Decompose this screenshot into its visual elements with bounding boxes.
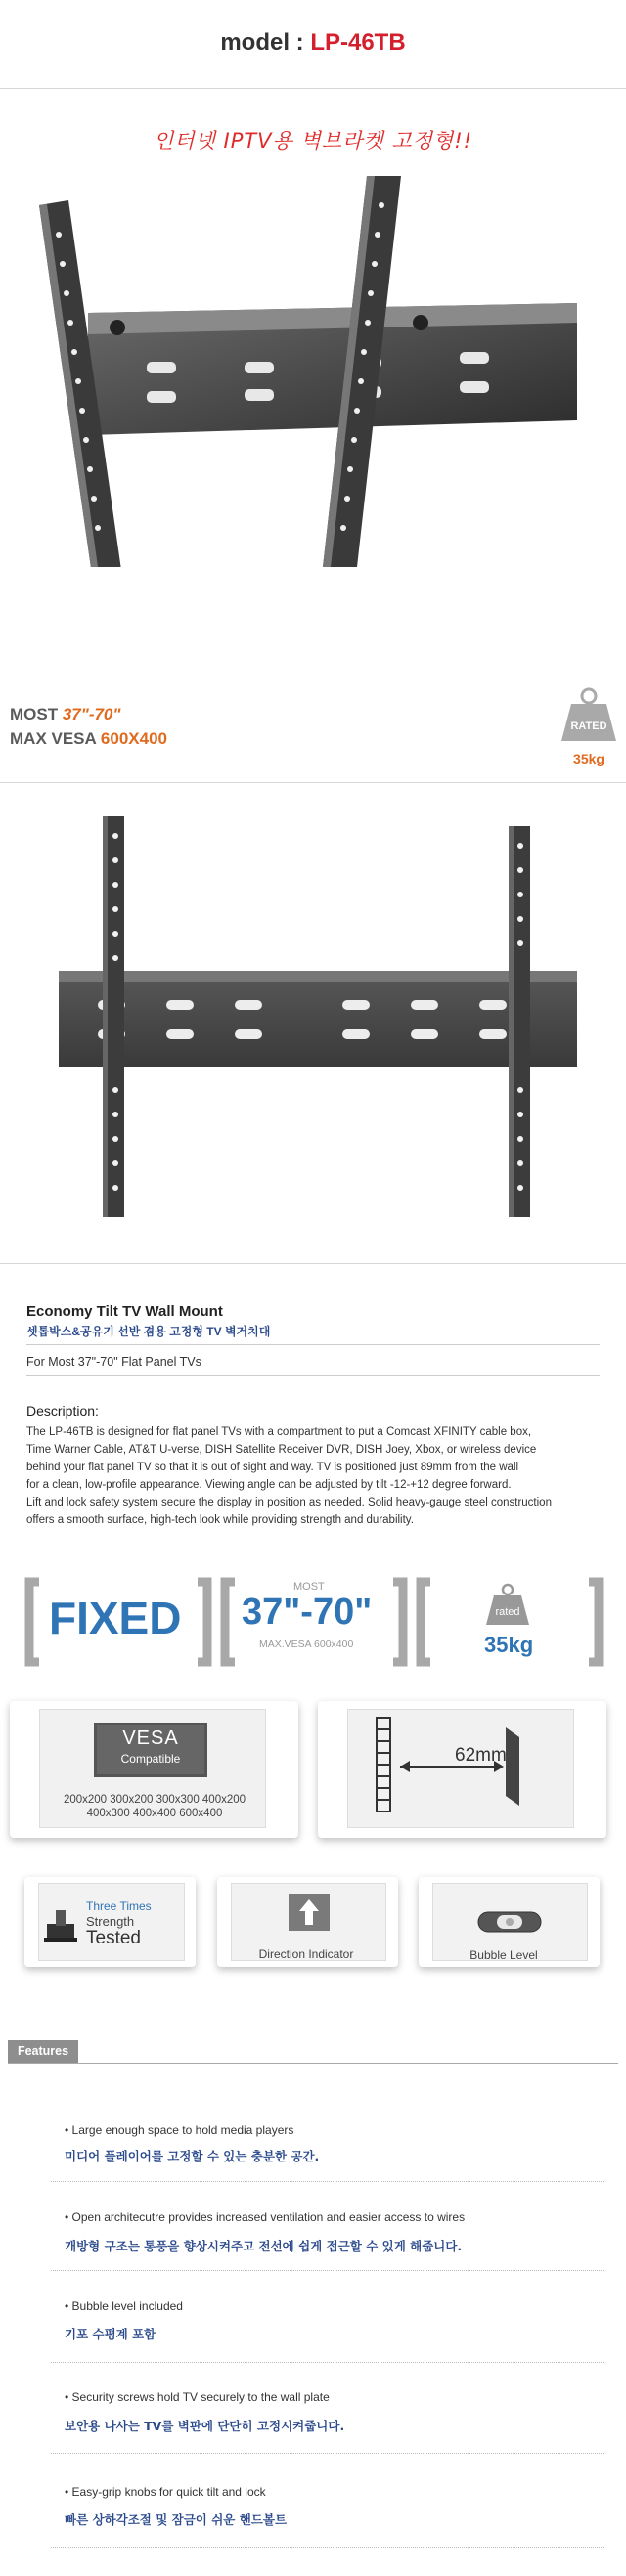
for-most-tvs: For Most 37"-70" Flat Panel TVs (26, 1355, 201, 1369)
description-line: The LP-46TB is designed for flat panel TVs with a compartment to put a Comcast XFINITY cable box, (26, 1426, 532, 1438)
most-label: MOST (10, 705, 59, 723)
divider (51, 2362, 604, 2363)
max-vesa-line (10, 729, 167, 749)
divider (26, 1375, 600, 1376)
fixed-badge: FIXED (49, 1593, 182, 1643)
divider (0, 782, 626, 783)
weight-icon (559, 684, 618, 745)
depth-diagram (357, 1713, 553, 1820)
three-times-label: Three Times (86, 1899, 152, 1913)
vesa-sizes-line: 200x200 300x200 300x300 400x200 (63, 1794, 246, 1806)
divider (0, 88, 626, 89)
iptv-banner: 인터넷 IPTV용 벽브라켓 고정형!! (153, 129, 473, 153)
most-size-line (10, 705, 120, 724)
description-line: for a clean, low-profile appearance. Viewing angle can be adjusted by tilt -12-+12 degree forward. (26, 1479, 512, 1491)
model-prefix: model : (220, 29, 311, 56)
vesa-logo (94, 1723, 207, 1777)
divider (8, 2063, 618, 2064)
vesa-sizes (47, 1793, 262, 1820)
rated-label-small: rated (495, 1606, 520, 1618)
divider (0, 1263, 626, 1264)
strength-label: Strength (86, 1914, 135, 1929)
up-arrow-icon (289, 1894, 330, 1931)
feature-item-korean: 빠른 상하각조절 및 잠금이 쉬운 핸드볼트 (65, 2512, 288, 2527)
vesa-label: MAX VESA (10, 729, 97, 748)
feature-item: • Open architecutre provides increased ventilation and easier access to wires (65, 2210, 466, 2224)
divider (51, 2453, 604, 2454)
product-subtitle-korean: 셋톱박스&공유기 선반 겸용 고정형 TV 벽거치대 (26, 1325, 271, 1338)
model-code: LP-46TB (310, 29, 406, 56)
divider (51, 2270, 604, 2271)
description-line: behind your flat panel TV so that it is out of sight and way. TV is positioned just 89mm from the wall (26, 1462, 519, 1473)
divider (26, 1344, 600, 1345)
feature-item-korean: 기포 수평계 포함 (65, 2327, 156, 2341)
direction-indicator-label: Direction Indicator (258, 1947, 354, 1961)
range-vesa-label: MAX.VESA 600x400 (259, 1638, 354, 1650)
feature-item: • Bubble level included (65, 2299, 183, 2313)
feature-item-korean: 개방형 구조는 통풍을 향상시켜주고 전선에 쉽게 접근할 수 있게 해줍니다. (65, 2239, 463, 2253)
vesa-logo-title: VESA (122, 1727, 179, 1749)
description-line: Time Warner Cable, AT&T U-verse, DISH Satellite Receiver DVR, DISH Joey, Xbox, or wireless device (26, 1444, 537, 1456)
wall-distance: 62mm (455, 1745, 507, 1766)
feature-item-korean: 미디어 플레이어를 고정할 수 있는 충분한 공간. (65, 2149, 320, 2163)
bubble-level-label: Bubble Level (470, 1948, 538, 1962)
rated-label: RATED (570, 720, 607, 732)
vesa-value: 600X400 (100, 729, 167, 748)
product-photo-front (59, 816, 577, 1227)
product-photo-angled (29, 176, 597, 567)
size-range-badge: 37"-70" (242, 1592, 373, 1633)
description-text (26, 1423, 604, 1529)
rated-weight: 35kg (484, 1633, 534, 1657)
feature-item: • Security screws hold TV securely to the wall plate (65, 2390, 330, 2404)
feature-item: • Large enough space to hold media players (65, 2123, 294, 2137)
page-title (0, 29, 626, 57)
feature-item-korean: 보안용 나사는 TV를 벽판에 단단히 고정시켜줍니다. (65, 2419, 345, 2433)
divider (51, 2181, 604, 2182)
most-value: 37"-70" (62, 705, 121, 723)
description-line: Lift and lock safety system secure the display in position as needed. Solid heavy-gauge steel construction (26, 1497, 552, 1508)
feature-item: • Easy-grip knobs for quick tilt and lock (65, 2485, 266, 2499)
product-name: Economy Tilt TV Wall Mount (26, 1303, 223, 1320)
vesa-sizes-line: 400x300 400x400 600x400 (86, 1808, 223, 1819)
description-line: offers a smooth surface, high-tech look while providing strength and durability. (26, 1514, 414, 1526)
bubble-level-icon (477, 1911, 542, 1933)
vesa-logo-subtitle: Compatible (120, 1752, 181, 1766)
range-most-label: MOST (293, 1581, 325, 1593)
weight-icon (484, 1582, 531, 1627)
description-heading: Description: (26, 1403, 99, 1419)
divider (51, 2547, 604, 2548)
tested-label: Tested (86, 1928, 141, 1948)
stamp-icon (41, 1906, 80, 1945)
features-tab: Features (8, 2040, 78, 2063)
rated-kg: 35kg (573, 751, 604, 766)
